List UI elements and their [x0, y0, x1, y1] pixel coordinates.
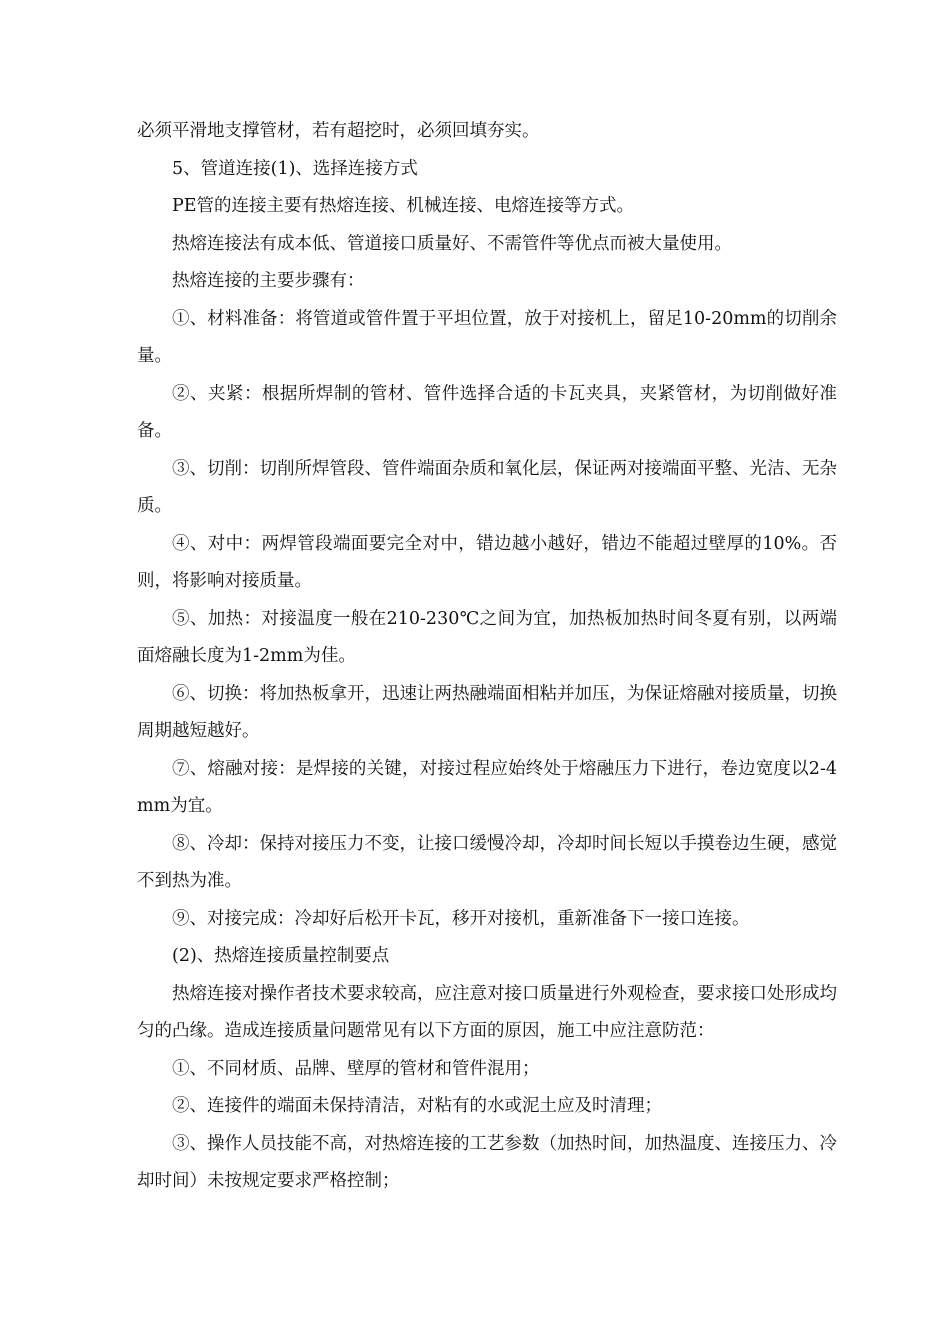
paragraph-8: ③、切削：切削所焊管段、管件端面杂质和氧化层，保证两对接端面平整、光洁、无杂质。 [137, 458, 837, 516]
paragraph-6: ①、材料准备：将管道或管件置于平坦位置，放于对接机上，留足10-20mm的切削余量。 [137, 308, 837, 366]
paragraph-7: ②、夹紧：根据所焊制的管材、管件选择合适的卡瓦夹具，夹紧管材，为切削做好准备。 [137, 383, 837, 441]
paragraph-4: 热熔连接法有成本低、管道接口质量好、不需管件等优点而被大量使用。 [172, 233, 732, 254]
paragraph-18: ②、连接件的端面未保持清洁，对粘有的水或泥土应及时清理； [172, 1096, 662, 1116]
paragraph-12: ⑦、熔融对接：是焊接的关键，对接过程应始终处于熔融压力下进行，卷边宽度以2-4mm为宜。 [137, 758, 837, 816]
paragraph-19: ③、操作人员技能不高，对热熔连接的工艺参数（加热时间，加热温度、连接压力、冷却时间）未按规定要求严格控制； [137, 1133, 837, 1191]
paragraph-14: ⑨、对接完成：冷却好后松开卡瓦，移开对接机，重新准备下一接口连接。 [172, 908, 750, 929]
paragraph-2: 5、管道连接(1)、选择连接方式 [172, 158, 418, 179]
paragraph-17: ①、不同材质、品牌、壁厚的管材和管件混用； [172, 1058, 540, 1079]
paragraph-15: (2)、热熔连接质量控制要点 [172, 946, 390, 966]
paragraph-1: 必须平滑地支撑管材，若有超挖时，必须回填夯实。 [137, 121, 540, 141]
paragraph-3: PE管的连接主要有热熔连接、机械连接、电熔连接等方式。 [172, 196, 635, 216]
paragraph-10: ⑤、加热：对接温度一般在210-230℃之间为宜，加热板加热时间冬夏有别，以两端面熔融长度为1-2mm为佳。 [137, 608, 837, 666]
paragraph-16: 热熔连接对操作者技术要求较高，应注意对接口质量进行外观检查，要求接口处形成均匀的凸缘。造成连接质量问题常见有以下方面的原因，施工中应注意防范： [137, 983, 837, 1041]
paragraph-13: ⑧、冷却：保持对接压力不变，让接口缓慢冷却，冷却时间长短以手摸卷边生硬，感觉不到热为准。 [137, 833, 837, 891]
paragraph-5: 热熔连接的主要步骤有： [172, 271, 365, 291]
paragraph-11: ⑥、切换：将加热板拿开，迅速让两热融端面相粘并加压，为保证熔融对接质量，切换周期越短越好。 [137, 683, 837, 741]
document-body [137, 113, 837, 1201]
paragraph-9: ④、对中：两焊管段端面要完全对中，错边越小越好，错边不能超过壁厚的10%。否则，将影响对接质量。 [137, 533, 837, 591]
